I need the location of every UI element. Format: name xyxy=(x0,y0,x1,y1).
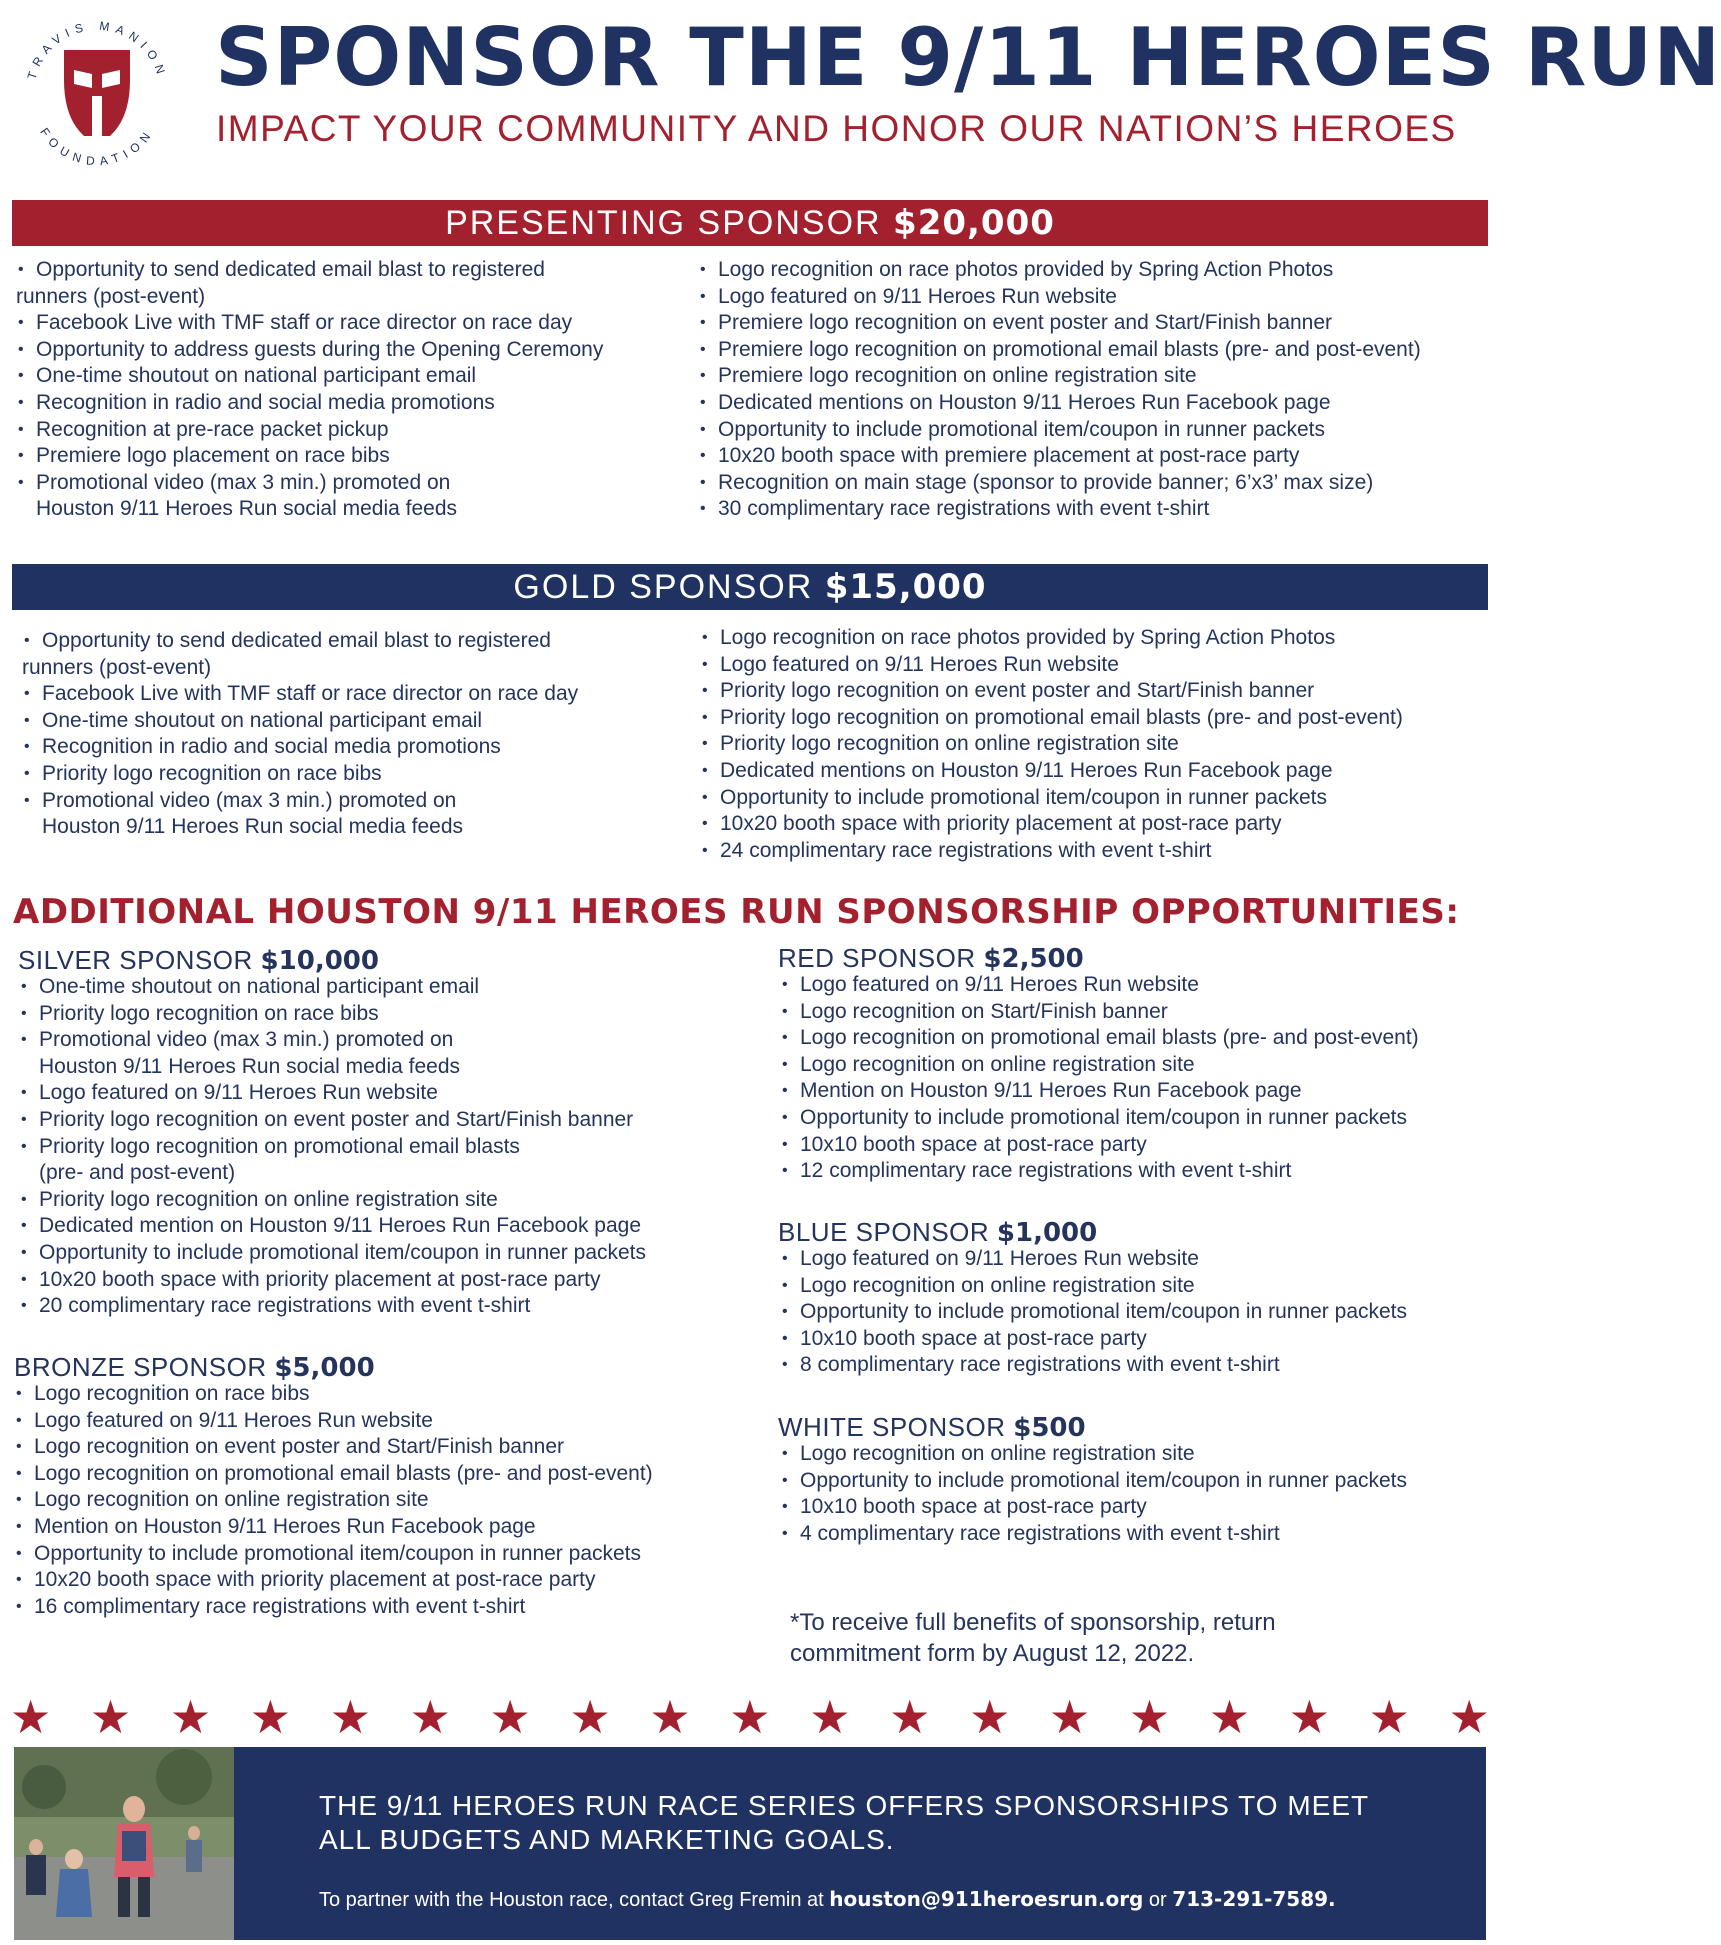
star-icon: ★ xyxy=(169,1691,212,1743)
list-item: Houston 9/11 Heroes Run social media feeds xyxy=(42,815,464,839)
red-benefits xyxy=(778,972,1419,1185)
bronze-sponsor-label: BRONZE SPONSOR xyxy=(14,1352,267,1382)
list-item: • Logo recognition on race bibs xyxy=(12,1381,653,1408)
list-item: • Facebook Live with TMF staff or race director on race day xyxy=(20,681,578,708)
list-item: • Logo featured on 9/11 Heroes Run website xyxy=(17,1080,646,1107)
list-item: • Priority logo recognition on event poster and Start/Finish banner xyxy=(698,678,1403,705)
list-item: • Opportunity to include promotional item/coupon in runner packets xyxy=(698,785,1403,812)
list-item: • Promotional video (max 3 min.) promoted on xyxy=(17,1027,646,1054)
star-icon: ★ xyxy=(1288,1691,1330,1743)
list-item: • Logo recognition on Start/Finish banner xyxy=(778,999,1419,1026)
star-icon: ★ xyxy=(969,1691,1011,1743)
list-item: runners (post-event) xyxy=(22,655,212,679)
list-item: • 4 complimentary race registrations with event t-shirt xyxy=(778,1521,1407,1548)
silver-sponsor-label: SILVER SPONSOR xyxy=(18,945,253,975)
list-item: • 12 complimentary race registrations with event t-shirt xyxy=(778,1158,1419,1185)
page-subtitle: IMPACT YOUR COMMUNITY AND HONOR OUR NATION’S HEROES xyxy=(216,108,1457,149)
star-icon: ★ xyxy=(409,1691,451,1743)
list-item: • Priority logo recognition on online registration site xyxy=(698,731,1403,758)
list-item: • Recognition in radio and social media promotions xyxy=(14,390,603,417)
gold-sponsor-price: $15,000 xyxy=(824,567,987,607)
logo-ring-top-text: TRAVIS MANION xyxy=(24,18,170,82)
star-icon: ★ xyxy=(489,1691,531,1743)
gold-benefits-left xyxy=(20,628,578,841)
list-item: • 30 complimentary race registrations with event t-shirt xyxy=(696,496,1421,523)
list-item: • 10x20 booth space with premiere placement at post-race party xyxy=(696,443,1421,470)
star-icon: ★ xyxy=(1208,1691,1251,1743)
white-benefits xyxy=(778,1441,1407,1547)
white-sponsor-price: $500 xyxy=(1013,1413,1086,1443)
list-item: • Logo recognition on event poster and Start/Finish banner xyxy=(12,1434,653,1461)
list-item: • Opportunity to send dedicated email blast to registered xyxy=(20,628,578,655)
list-item: • Mention on Houston 9/11 Heroes Run Facebook page xyxy=(12,1514,653,1541)
list-item: • Opportunity to include promotional item/coupon in runner packets xyxy=(696,417,1421,444)
contact-prefix: To partner with the Houston race, contact Greg Fremin at xyxy=(319,1889,830,1911)
list-item: • Logo featured on 9/11 Heroes Run website xyxy=(778,972,1419,999)
list-item: runners (post-event) xyxy=(16,284,206,308)
list-item: • Logo recognition on race photos provided by Spring Action Photos xyxy=(696,257,1421,284)
list-item: • Promotional video (max 3 min.) promoted on xyxy=(20,788,578,815)
star-icon: ★ xyxy=(329,1691,371,1743)
list-item: • Logo recognition on online registration site xyxy=(778,1273,1407,1300)
contact-phone: 713-291-7589. xyxy=(1172,1887,1336,1911)
list-item: • Mention on Houston 9/11 Heroes Run Facebook page xyxy=(778,1078,1419,1105)
list-item: • Logo recognition on race photos provided by Spring Action Photos xyxy=(698,625,1403,652)
presenting-benefits-right xyxy=(696,257,1421,523)
contact-email-link[interactable]: houston@911heroesrun.org xyxy=(829,1887,1144,1911)
white-sponsor-label: WHITE SPONSOR xyxy=(778,1412,1006,1442)
silver-sponsor-price: $10,000 xyxy=(260,946,379,976)
star-icon: ★ xyxy=(889,1691,931,1743)
list-item: • One-time shoutout on national participant email xyxy=(14,363,603,390)
list-item: (pre- and post-event) xyxy=(39,1161,236,1185)
list-item: • Priority logo recognition on online registration site xyxy=(17,1187,646,1214)
logo-ring-bottom-text: FOUNDATION xyxy=(37,125,157,169)
list-item: • Logo featured on 9/11 Heroes Run website xyxy=(696,284,1421,311)
star-icon: ★ xyxy=(89,1691,132,1743)
star-icon: ★ xyxy=(1128,1691,1171,1743)
list-item: • 10x20 booth space with priority placement at post-race party xyxy=(698,811,1403,838)
blue-sponsor-price: $1,000 xyxy=(996,1218,1098,1248)
list-item: • 8 complimentary race registrations with event t-shirt xyxy=(778,1352,1407,1379)
list-item: • Logo featured on 9/11 Heroes Run website xyxy=(778,1246,1407,1273)
star-icon: ★ xyxy=(569,1691,611,1743)
list-item: • 10x10 booth space at post-race party xyxy=(778,1494,1407,1521)
red-sponsor-label: RED SPONSOR xyxy=(778,943,976,973)
list-item: • Recognition on main stage (sponsor to provide banner; 6’x3’ max size) xyxy=(696,470,1421,497)
list-item: Houston 9/11 Heroes Run social media feeds xyxy=(39,1054,461,1078)
list-item: • Priority logo recognition on event poster and Start/Finish banner xyxy=(17,1107,646,1134)
list-item: • One-time shoutout on national participant email xyxy=(17,974,646,1001)
list-item: • Priority logo recognition on race bibs xyxy=(17,1001,646,1028)
blue-sponsor-label: BLUE SPONSOR xyxy=(778,1217,990,1247)
blue-sponsor-heading xyxy=(778,1217,1097,1248)
star-icon: ★ xyxy=(1448,1691,1490,1743)
star-icon: ★ xyxy=(729,1691,771,1743)
list-item: • 16 complimentary race registrations with event t-shirt xyxy=(12,1594,653,1621)
list-item: • One-time shoutout on national participant email xyxy=(20,708,578,735)
list-item: • 20 complimentary race registrations with event t-shirt xyxy=(17,1293,646,1320)
presenting-benefits-left xyxy=(14,257,603,523)
presenting-sponsor-price: $20,000 xyxy=(893,203,1055,243)
list-item: • Priority logo recognition on race bibs xyxy=(20,761,578,788)
deadline-note: *To receive full benefits of sponsorship, return commitment form by August 12, 2022. xyxy=(790,1609,1276,1667)
star-divider xyxy=(10,1692,1490,1742)
star-icon: ★ xyxy=(10,1691,52,1743)
gold-sponsor-banner xyxy=(12,564,1488,610)
list-item: • Opportunity to include promotional item/coupon in runner packets xyxy=(17,1240,646,1267)
list-item: • Logo recognition on online registration site xyxy=(12,1487,653,1514)
list-item: • Facebook Live with TMF staff or race director on race day xyxy=(14,310,603,337)
white-sponsor-heading xyxy=(778,1412,1086,1443)
spartan-helmet-icon xyxy=(64,50,130,136)
runners-photo xyxy=(14,1747,234,1940)
list-item: • 10x20 booth space with priority placement at post-race party xyxy=(12,1567,653,1594)
footer-headline: THE 9/11 HEROES RUN RACE SERIES OFFERS SPONSORSHIPS TO MEET ALL BUDGETS AND MARKETING GOALS. xyxy=(319,1790,1369,1855)
page-title: SPONSOR THE 9/11 HEROES RUN xyxy=(215,11,1721,104)
red-sponsor-heading xyxy=(778,943,1084,974)
list-item: • Opportunity to include promotional item/coupon in runner packets xyxy=(778,1299,1407,1326)
list-item: • Opportunity to send dedicated email blast to registered xyxy=(14,257,603,284)
blue-benefits xyxy=(778,1246,1407,1379)
list-item: • Premiere logo recognition on online registration site xyxy=(696,363,1421,390)
list-item: • Recognition at pre-race packet pickup xyxy=(14,417,603,444)
list-item: • Recognition in radio and social media promotions xyxy=(20,734,578,761)
silver-sponsor-heading xyxy=(18,945,379,976)
list-item: • 24 complimentary race registrations with event t-shirt xyxy=(698,838,1403,865)
list-item: • Dedicated mentions on Houston 9/11 Heroes Run Facebook page xyxy=(696,390,1421,417)
star-icon: ★ xyxy=(1368,1691,1410,1743)
list-item: • Priority logo recognition on promotional email blasts xyxy=(17,1134,646,1161)
presenting-sponsor-label: PRESENTING SPONSOR xyxy=(445,204,882,242)
list-item: • 10x20 booth space with priority placement at post-race party xyxy=(17,1267,646,1294)
footer-contact xyxy=(319,1887,1336,1912)
list-item: • Dedicated mentions on Houston 9/11 Heroes Run Facebook page xyxy=(698,758,1403,785)
svg-text:FOUNDATION xyxy=(37,125,156,168)
list-item: • Logo recognition on promotional email blasts (pre- and post-event) xyxy=(12,1461,653,1488)
list-item: • Opportunity to include promotional item/coupon in runner packets xyxy=(12,1541,653,1568)
presenting-sponsor-banner xyxy=(12,200,1488,246)
silver-benefits xyxy=(17,974,646,1320)
gold-benefits-right xyxy=(698,625,1403,864)
additional-opportunities-heading: ADDITIONAL HOUSTON 9/11 HEROES RUN SPONSORSHIP OPPORTUNITIES: xyxy=(13,892,1460,932)
list-item: • Premiere logo placement on race bibs xyxy=(14,443,603,470)
list-item: • Dedicated mention on Houston 9/11 Heroes Run Facebook page xyxy=(17,1213,646,1240)
list-item: Houston 9/11 Heroes Run social media feeds xyxy=(36,497,458,521)
list-item: • Opportunity to include promotional item/coupon in runner packets xyxy=(778,1105,1419,1132)
list-item: • Premiere logo recognition on promotional email blasts (pre- and post-event) xyxy=(696,337,1421,364)
star-icon: ★ xyxy=(1048,1691,1091,1743)
bronze-sponsor-heading xyxy=(14,1352,375,1383)
star-icon: ★ xyxy=(249,1691,292,1743)
bronze-sponsor-price: $5,000 xyxy=(274,1353,375,1383)
foundation-logo xyxy=(12,8,182,178)
list-item: • Promotional video (max 3 min.) promoted on xyxy=(14,470,603,497)
footer-panel xyxy=(234,1747,1486,1940)
star-icon: ★ xyxy=(649,1691,691,1743)
red-sponsor-price: $2,500 xyxy=(983,944,1084,974)
list-item: • Logo recognition on promotional email blasts (pre- and post-event) xyxy=(778,1025,1419,1052)
contact-mid: or xyxy=(1143,1889,1173,1911)
list-item: • Opportunity to include promotional item/coupon in runner packets xyxy=(778,1468,1407,1495)
list-item: • Logo featured on 9/11 Heroes Run website xyxy=(12,1408,653,1435)
list-item: • 10x10 booth space at post-race party xyxy=(778,1132,1419,1159)
gold-sponsor-label: GOLD SPONSOR xyxy=(513,568,814,606)
list-item: • Priority logo recognition on promotional email blasts (pre- and post-event) xyxy=(698,705,1403,732)
star-icon: ★ xyxy=(809,1691,851,1743)
bronze-benefits xyxy=(12,1381,653,1620)
list-item: • 10x10 booth space at post-race party xyxy=(778,1326,1407,1353)
list-item: • Logo recognition on online registration site xyxy=(778,1052,1419,1079)
list-item: • Logo featured on 9/11 Heroes Run website xyxy=(698,652,1403,679)
list-item: • Opportunity to address guests during the Opening Ceremony xyxy=(14,337,603,364)
list-item: • Logo recognition on online registration site xyxy=(778,1441,1407,1468)
list-item: • Premiere logo recognition on event poster and Start/Finish banner xyxy=(696,310,1421,337)
